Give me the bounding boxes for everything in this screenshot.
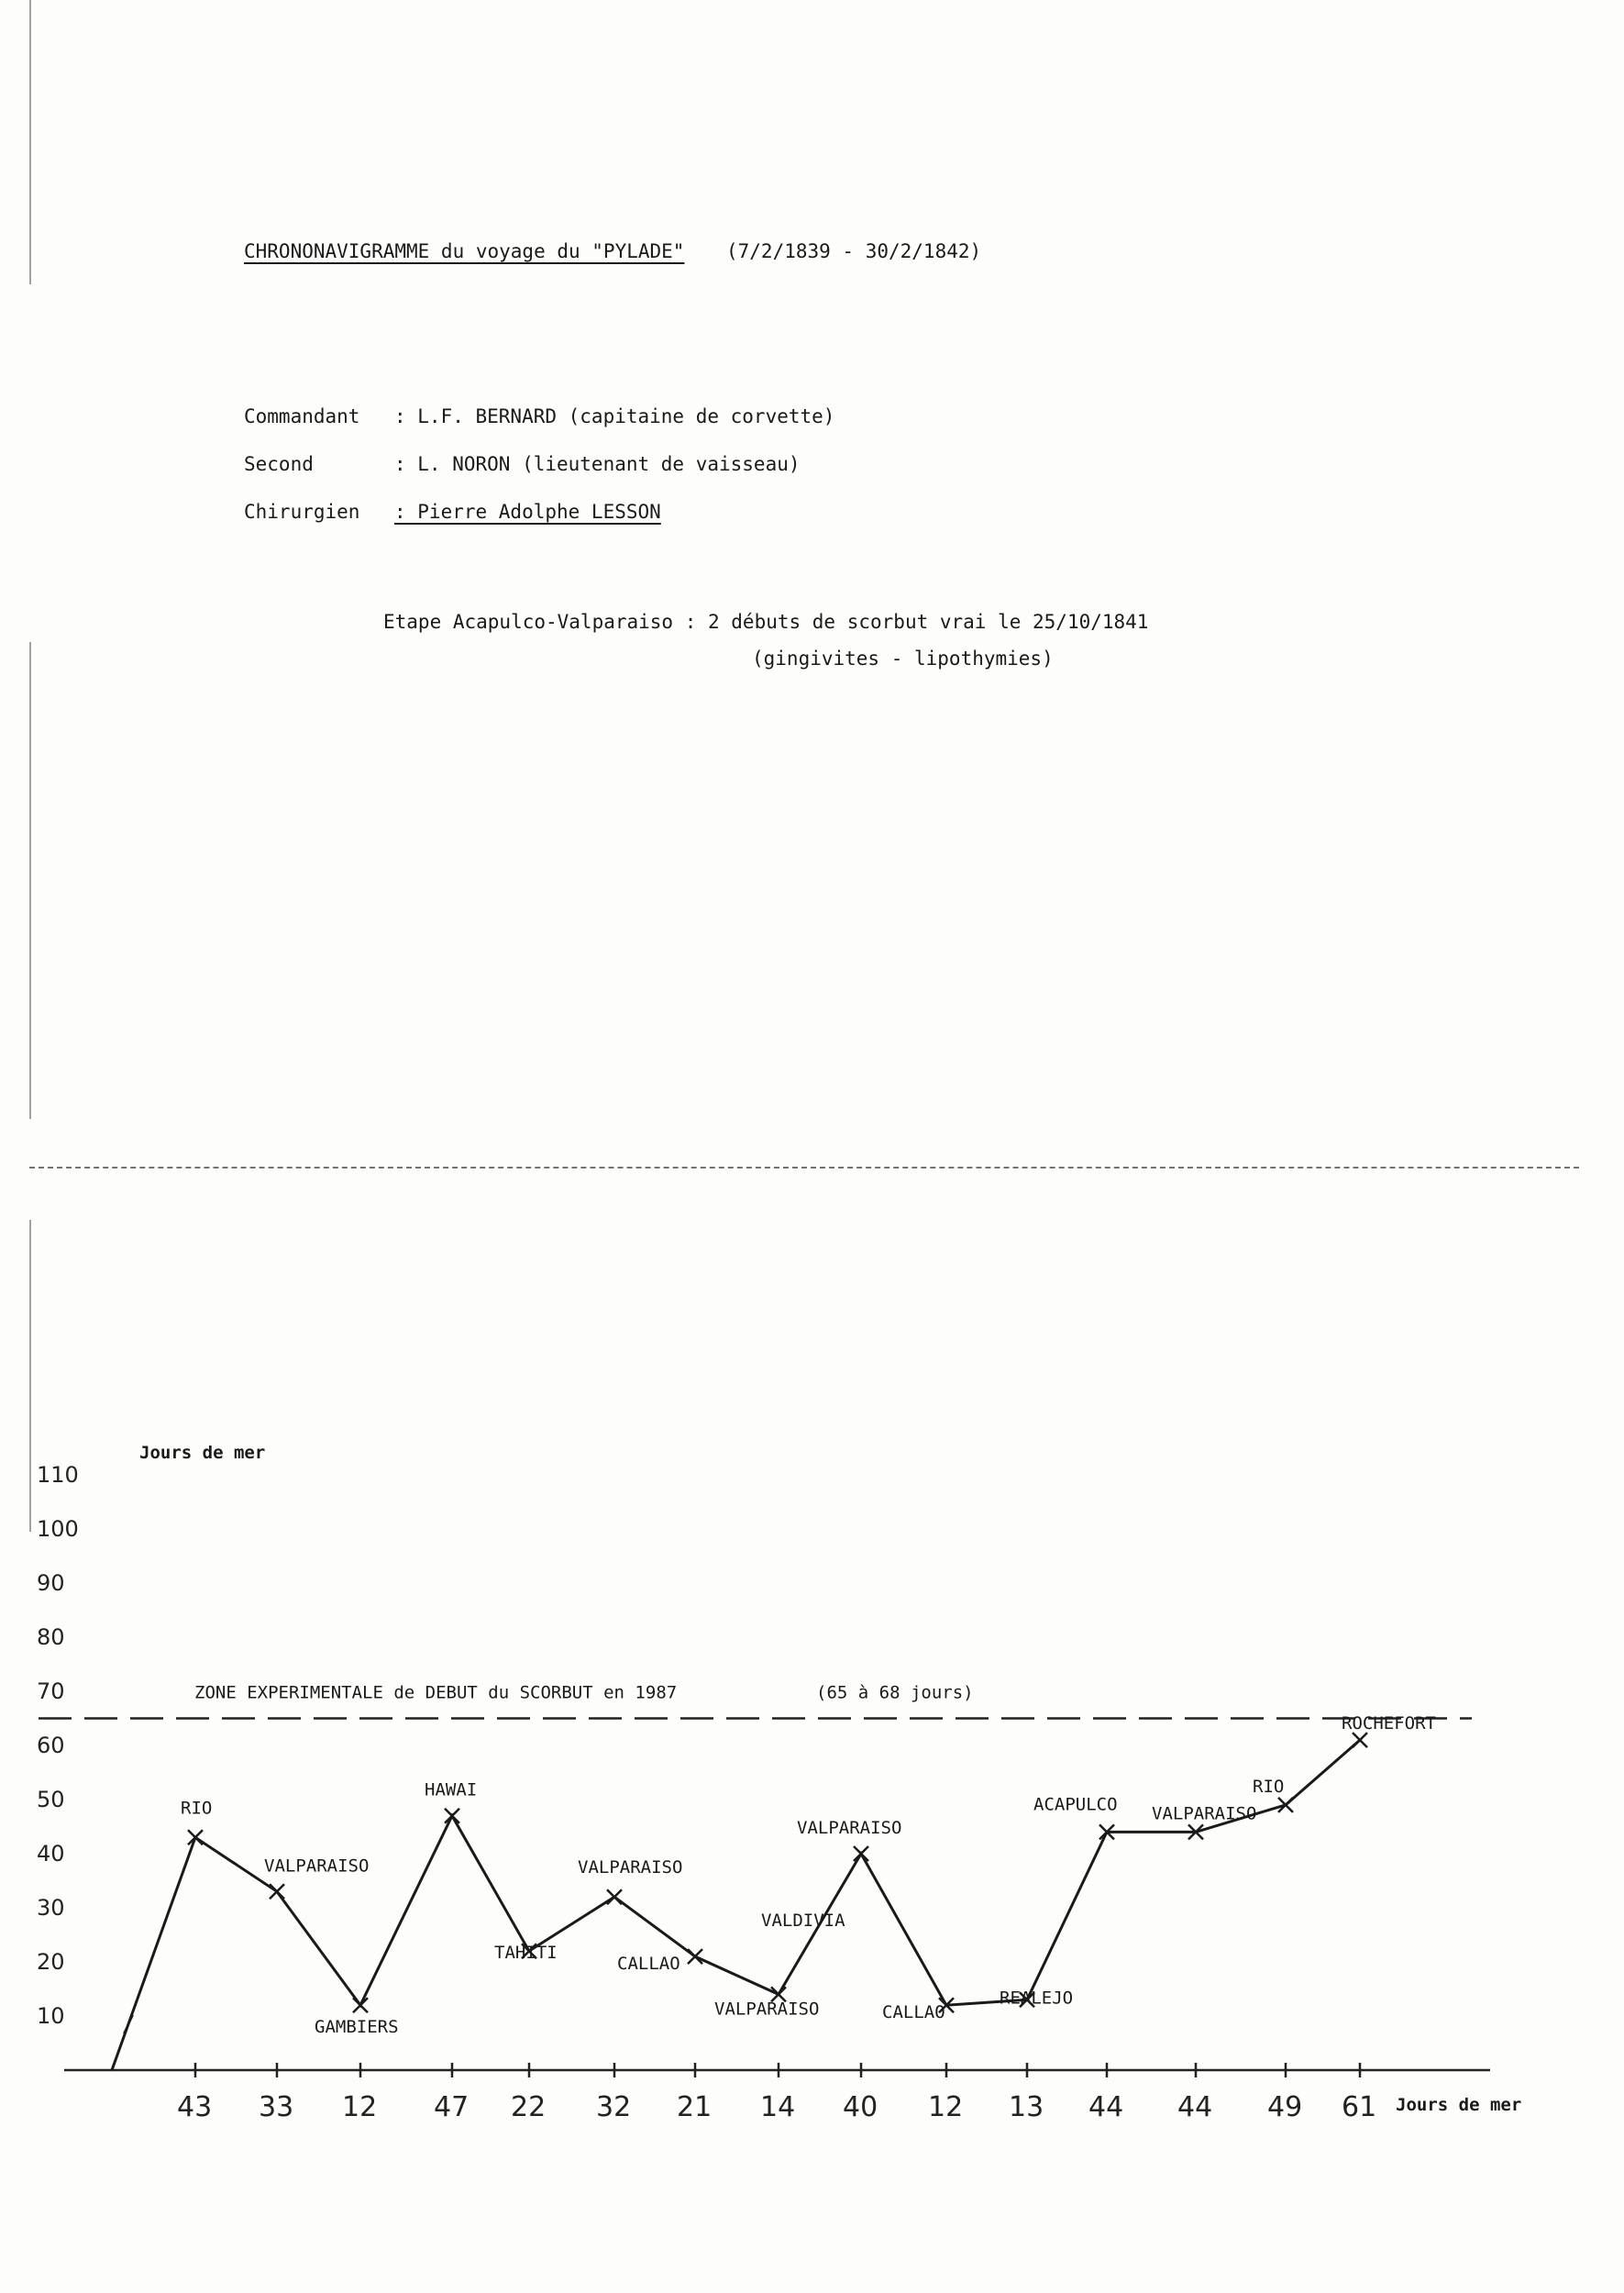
x-tick-label: 12: [342, 2091, 378, 2123]
data-point-marker: [607, 1889, 622, 1904]
x-tick-label: 44: [1177, 2091, 1213, 2123]
crew-value-commandant: : L.F. BERNARD (capitaine de corvette): [394, 405, 835, 427]
y-axis-label: Jours de mer: [139, 1443, 266, 1463]
y-tick-label: 110: [37, 1462, 79, 1488]
data-point-label: VALPARAISO: [714, 1999, 820, 2020]
y-tick-label: 20: [37, 1949, 65, 1975]
voyage-series-line: [112, 1740, 1360, 2070]
data-point-label: TAHITI: [494, 1943, 558, 1964]
data-point-marker: [1278, 1798, 1293, 1812]
data-point-marker: [854, 1846, 868, 1861]
data-point-marker: [188, 1830, 203, 1844]
scurvy-zone-label: ZONE EXPERIMENTALE de DEBUT du SCORBUT en 1987: [194, 1682, 678, 1703]
data-point-label: VALPARAISO: [578, 1857, 683, 1878]
x-tick-label: 47: [434, 2091, 470, 2123]
data-point-marker: [353, 1998, 368, 2012]
data-point-label: REALEJO: [1000, 1988, 1074, 2009]
y-tick-label: 70: [37, 1678, 65, 1704]
y-tick-label: 50: [37, 1787, 65, 1812]
x-tick-label: 13: [1009, 2091, 1044, 2123]
y-tick-label: 10: [37, 2003, 65, 2029]
data-point-marker: [270, 1884, 284, 1899]
data-point-label: VALPARAISO: [264, 1855, 370, 1877]
x-tick-label: 33: [259, 2091, 294, 2123]
y-tick-label: 100: [37, 1516, 79, 1542]
data-point-marker: [445, 1809, 459, 1823]
y-tick-label: 80: [37, 1624, 65, 1650]
crew-role-chirurgien: Chirurgien: [244, 501, 360, 523]
x-tick-label: 43: [177, 2091, 213, 2123]
document-title: CHRONONAVIGRAMME du voyage du "PYLADE": [244, 240, 685, 262]
document-dates: (7/2/1839 - 30/2/1842): [726, 240, 982, 262]
data-point-label: ROCHEFORT: [1342, 1713, 1436, 1734]
extra-location-label: VALDIVIA: [761, 1911, 845, 1931]
data-point-label: RIO: [1253, 1776, 1285, 1797]
x-tick-label: 32: [596, 2091, 632, 2123]
data-point-label: HAWAI: [425, 1779, 478, 1800]
x-tick-label: 21: [677, 2091, 713, 2123]
crew-value-chirurgien: : Pierre Adolphe LESSON: [394, 501, 661, 523]
y-tick-label: 90: [37, 1570, 65, 1596]
crew-role-commandant: Commandant: [244, 405, 360, 427]
data-point-label: RIO: [181, 1798, 213, 1819]
x-tick-label: 40: [843, 2091, 878, 2123]
x-tick-label: 44: [1088, 2091, 1124, 2123]
scurvy-note-line1: Etape Acapulco-Valparaiso : 2 débuts de scorbut vrai le 25/10/1841: [383, 611, 1149, 633]
data-point-marker: [688, 1949, 702, 1964]
scurvy-zone-range: (65 à 68 jours): [816, 1682, 974, 1703]
data-point-label: VALPARAISO: [797, 1818, 902, 1838]
y-tick-label: 40: [37, 1841, 65, 1867]
y-tick-label: 30: [37, 1895, 65, 1921]
x-tick-label: 22: [511, 2091, 547, 2123]
x-tick-label: 61: [1342, 2091, 1377, 2123]
data-point-label: CALLAO: [617, 1954, 680, 1975]
x-tick-label: 12: [928, 2091, 964, 2123]
scurvy-note-line2: (gingivites - lipothymies): [752, 648, 1054, 670]
data-point-label: VALPARAISO: [1152, 1803, 1257, 1824]
y-tick-label: 60: [37, 1733, 65, 1758]
x-tick-label: 49: [1267, 2091, 1303, 2123]
data-point-label: GAMBIERS: [315, 2017, 399, 2038]
data-point-label: CALLAO: [882, 2002, 945, 2023]
x-tick-label: 14: [760, 2091, 796, 2123]
crew-value-second: : L. NORON (lieutenant de vaisseau): [394, 453, 801, 475]
x-axis-label: Jours de mer: [1396, 2095, 1522, 2115]
data-point-marker: [1353, 1733, 1367, 1747]
crew-role-second: Second: [244, 453, 314, 475]
data-point-label: ACAPULCO: [1033, 1794, 1118, 1815]
